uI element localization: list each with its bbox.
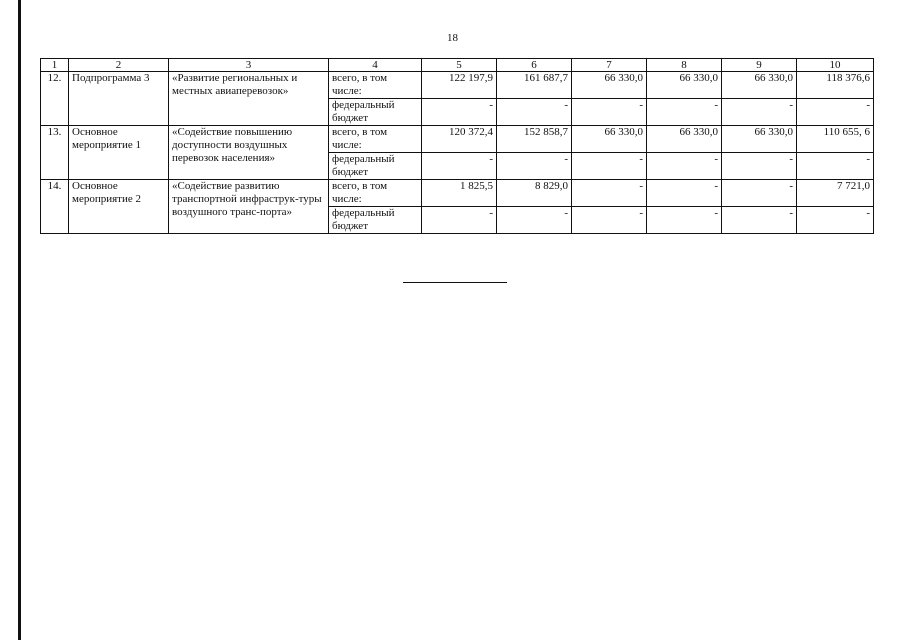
column-header: 7 — [572, 59, 647, 72]
value-cell: - — [422, 207, 497, 234]
value-cell: 7 721,0 — [797, 180, 874, 207]
program-name: «Развитие региональных и местных авиаперевозок» — [169, 72, 329, 126]
value-cell: - — [422, 153, 497, 180]
column-header: 3 — [169, 59, 329, 72]
column-header: 6 — [497, 59, 572, 72]
value-cell: 66 330,0 — [572, 72, 647, 99]
value-cell: 161 687,7 — [497, 72, 572, 99]
end-of-document-rule — [403, 282, 507, 283]
funding-type: федеральный бюджет — [329, 207, 422, 234]
budget-table — [40, 58, 874, 234]
column-header: 5 — [422, 59, 497, 72]
funding-type: всего, в том числе: — [329, 180, 422, 207]
funding-type: федеральный бюджет — [329, 153, 422, 180]
table-row — [41, 180, 874, 207]
value-cell: - — [647, 180, 722, 207]
value-cell: - — [572, 207, 647, 234]
column-header: 9 — [722, 59, 797, 72]
funding-type: всего, в том числе: — [329, 126, 422, 153]
value-cell: 66 330,0 — [722, 72, 797, 99]
column-header: 8 — [647, 59, 722, 72]
row-number: 14. — [41, 180, 69, 234]
value-cell: 66 330,0 — [722, 126, 797, 153]
program-name: «Содействие повышению доступности воздушных перевозок населения» — [169, 126, 329, 180]
value-cell: 66 330,0 — [647, 72, 722, 99]
value-cell: 152 858,7 — [497, 126, 572, 153]
funding-type: всего, в том числе: — [329, 72, 422, 99]
value-cell: 66 330,0 — [647, 126, 722, 153]
value-cell: - — [647, 99, 722, 126]
value-cell: - — [422, 99, 497, 126]
program-kind: Основное мероприятие 2 — [69, 180, 169, 234]
value-cell: 1 825,5 — [422, 180, 497, 207]
column-header: 4 — [329, 59, 422, 72]
value-cell: - — [647, 207, 722, 234]
value-cell: - — [572, 180, 647, 207]
value-cell: 120 372,4 — [422, 126, 497, 153]
value-cell: - — [722, 180, 797, 207]
value-cell: - — [722, 153, 797, 180]
value-cell: 110 655, 6 — [797, 126, 874, 153]
value-cell: - — [497, 207, 572, 234]
value-cell: - — [497, 153, 572, 180]
table-row — [41, 72, 874, 99]
scan-margin-bar — [18, 0, 21, 640]
column-header: 1 — [41, 59, 69, 72]
value-cell: - — [572, 153, 647, 180]
value-cell: - — [797, 153, 874, 180]
value-cell: - — [722, 207, 797, 234]
value-cell: - — [497, 99, 572, 126]
row-number: 12. — [41, 72, 69, 126]
table-row — [41, 126, 874, 153]
program-name: «Содействие развитию транспортной инфраструк-туры воздушного транс-порта» — [169, 180, 329, 234]
value-cell: - — [797, 207, 874, 234]
page-number: 18 — [447, 32, 458, 44]
value-cell: - — [797, 99, 874, 126]
value-cell: 8 829,0 — [497, 180, 572, 207]
value-cell: 122 197,9 — [422, 72, 497, 99]
value-cell: - — [572, 99, 647, 126]
table-header-row — [41, 59, 874, 72]
value-cell: - — [722, 99, 797, 126]
column-header: 10 — [797, 59, 874, 72]
program-kind: Основное мероприятие 1 — [69, 126, 169, 180]
value-cell: 118 376,6 — [797, 72, 874, 99]
program-kind: Подпрограмма 3 — [69, 72, 169, 126]
row-number: 13. — [41, 126, 69, 180]
value-cell: 66 330,0 — [572, 126, 647, 153]
value-cell: - — [647, 153, 722, 180]
funding-type: федеральный бюджет — [329, 99, 422, 126]
column-header: 2 — [69, 59, 169, 72]
